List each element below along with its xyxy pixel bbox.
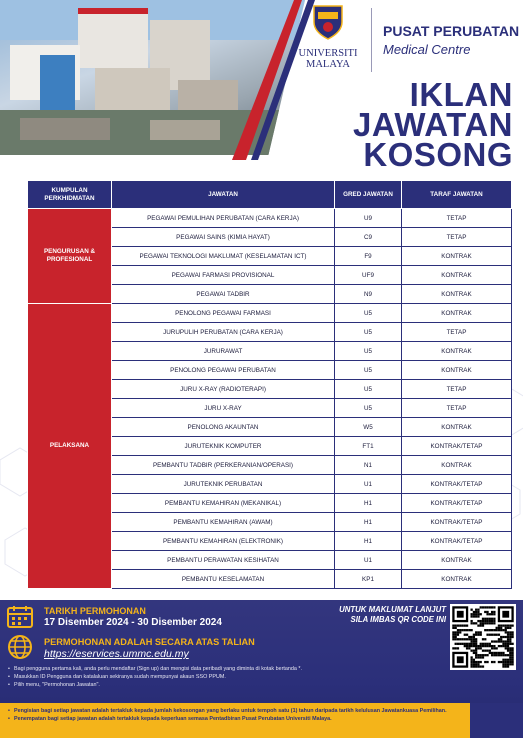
- university-logo: [292, 4, 364, 70]
- hospital-photo: [0, 0, 305, 155]
- position-cell: JURURAWAT: [112, 342, 335, 361]
- org-name: PUSAT PERUBATAN: [383, 23, 520, 39]
- grade-cell: U5: [335, 342, 402, 361]
- position-cell: PENOLONG PEGAWAI PERUBATAN: [112, 361, 335, 380]
- grade-cell: F9: [335, 247, 402, 266]
- application-instructions: [8, 665, 438, 689]
- note-item: • Pengisian bagi setiap jawatan adalah tertakluk kepada jumlah kekosongan yang berlaku untuk tempoh satu (1) tahun daripada tarikh kelulusan Jawatankuasa Pemilihan.: [8, 708, 478, 716]
- grade-cell: U1: [335, 475, 402, 494]
- grade-cell: U1: [335, 551, 402, 570]
- position-cell: JURU X-RAY: [112, 399, 335, 418]
- column-header-kumpulan: KUMPULAN PERKHIDMATAN: [28, 181, 112, 209]
- date-range: 17 Disember 2024 - 30 Disember 2024: [44, 617, 222, 628]
- qr-instruction: [310, 605, 446, 625]
- status-cell: KONTRAK: [402, 304, 512, 323]
- column-header-taraf: TARAF JAWATAN: [402, 181, 512, 209]
- status-cell: KONTRAK/TETAP: [402, 532, 512, 551]
- table-row: [28, 209, 512, 228]
- status-cell: KONTRAK: [402, 418, 512, 437]
- grade-cell: C9: [335, 228, 402, 247]
- status-cell: KONTRAK: [402, 570, 512, 589]
- note-item: • Penempatan bagi setiap jawatan adalah tertakluk kepada keperluan semasa Pentadbiran Pusat Perubatan Universiti Malaya.: [8, 716, 478, 724]
- grade-cell: FT1: [335, 437, 402, 456]
- status-cell: TETAP: [402, 228, 512, 247]
- position-cell: PEMBANTU TADBIR (PERKERANIAN/OPERASI): [112, 456, 335, 475]
- table-body: [28, 209, 512, 589]
- qr-code[interactable]: [450, 604, 516, 670]
- crest-icon: [312, 4, 344, 40]
- status-cell: TETAP: [402, 380, 512, 399]
- position-cell: PENOLONG AKAUNTAN: [112, 418, 335, 437]
- position-cell: PEMBANTU KEMAHIRAN (ELEKTRONIK): [112, 532, 335, 551]
- position-cell: PEMBANTU KEMAHIRAN (AWAM): [112, 513, 335, 532]
- eservices-link[interactable]: https://eservices.ummc.edu.my: [44, 648, 189, 660]
- column-header-gred: GRED JAWATAN: [335, 181, 402, 209]
- position-cell: PEMBANTU PERAWATAN KESIHATAN: [112, 551, 335, 570]
- position-cell: PEGAWAI FARMASI PROVISIONAL: [112, 266, 335, 285]
- position-cell: PEGAWAI TEKNOLOGI MAKLUMAT (KESELAMATAN ICT): [112, 247, 335, 266]
- table-header-row: [28, 181, 512, 209]
- status-cell: TETAP: [402, 399, 512, 418]
- grade-cell: N9: [335, 285, 402, 304]
- position-cell: PEMBANTU KESELAMATAN: [112, 570, 335, 589]
- status-cell: KONTRAK/TETAP: [402, 494, 512, 513]
- grade-cell: U5: [335, 304, 402, 323]
- position-cell: PEGAWAI SAINS (KIMIA HAYAT): [112, 228, 335, 247]
- headline-line-2: JAWATAN: [353, 106, 513, 143]
- status-cell: KONTRAK: [402, 551, 512, 570]
- status-cell: KONTRAK: [402, 361, 512, 380]
- calendar-icon: [6, 605, 34, 629]
- status-cell: KONTRAK: [402, 247, 512, 266]
- position-cell: JURUTEKNIK KOMPUTER: [112, 437, 335, 456]
- instruction-item: • Masukkan ID Pengguna dan katalaluan sekiranya sudah mempunyai akaun SSO PPUM.: [8, 673, 438, 681]
- instruction-item: • Bagi pengguna pertama kali, anda perlu mendaftar (Sign up) dan mengisi data peribadi yang diminta di kotak bertanda *.: [8, 665, 438, 673]
- status-cell: KONTRAK/TETAP: [402, 437, 512, 456]
- grade-cell: U5: [335, 361, 402, 380]
- notes-list: [8, 708, 478, 723]
- instruction-item: • Pilih menu, "Permohonan Jawatan".: [8, 681, 438, 689]
- position-cell: PEGAWAI TADBIR: [112, 285, 335, 304]
- status-cell: KONTRAK: [402, 456, 512, 475]
- grade-cell: U5: [335, 380, 402, 399]
- header-divider: [371, 8, 372, 72]
- status-cell: KONTRAK: [402, 342, 512, 361]
- service-group-cell: PENGURUSAN & PROFESIONAL: [28, 209, 112, 304]
- globe-icon: [6, 633, 34, 661]
- grade-cell: U9: [335, 209, 402, 228]
- position-cell: PENOLONG PEGAWAI FARMASI: [112, 304, 335, 323]
- grade-cell: W5: [335, 418, 402, 437]
- qr-text-line-1: UNTUK MAKLUMAT LANJUT: [339, 605, 446, 614]
- grade-cell: U5: [335, 399, 402, 418]
- grade-cell: H1: [335, 532, 402, 551]
- position-cell: PEGAWAI PEMULIHAN PERUBATAN (CARA KERJA): [112, 209, 335, 228]
- grade-cell: KP1: [335, 570, 402, 589]
- grade-cell: U5: [335, 323, 402, 342]
- status-cell: TETAP: [402, 209, 512, 228]
- status-cell: KONTRAK: [402, 285, 512, 304]
- grade-cell: UF9: [335, 266, 402, 285]
- date-title: TARIKH PERMOHONAN: [44, 606, 146, 616]
- grade-cell: H1: [335, 494, 402, 513]
- org-subtitle: Medical Centre: [383, 42, 471, 57]
- vacancy-table: [27, 180, 512, 589]
- column-header-jawatan: JAWATAN: [112, 181, 335, 209]
- position-cell: PEMBANTU KEMAHIRAN (MEKANIKAL): [112, 494, 335, 513]
- grade-cell: H1: [335, 513, 402, 532]
- status-cell: KONTRAK/TETAP: [402, 475, 512, 494]
- service-group-cell: PELAKSANA: [28, 304, 112, 589]
- logo-text-universiti: UNIVERSITI: [298, 48, 358, 59]
- grade-cell: N1: [335, 456, 402, 475]
- qr-text-line-2: SILA IMBAS QR CODE INI: [350, 615, 446, 624]
- headline-line-1: IKLAN: [409, 76, 513, 113]
- status-cell: KONTRAK: [402, 266, 512, 285]
- position-cell: JURUTEKNIK PERUBATAN: [112, 475, 335, 494]
- status-cell: KONTRAK/TETAP: [402, 513, 512, 532]
- position-cell: JURUPULIH PERUBATAN (CARA KERJA): [112, 323, 335, 342]
- logo-text-malaya: MALAYA: [306, 59, 350, 70]
- online-application-title: PERMOHONAN ADALAH SECARA ATAS TALIAN: [44, 637, 255, 647]
- page-title: [353, 76, 513, 173]
- position-cell: JURU X-RAY (RADIOTERAPI): [112, 380, 335, 399]
- table-row: [28, 304, 512, 323]
- headline-line-3: KOSONG: [363, 136, 513, 173]
- status-cell: TETAP: [402, 323, 512, 342]
